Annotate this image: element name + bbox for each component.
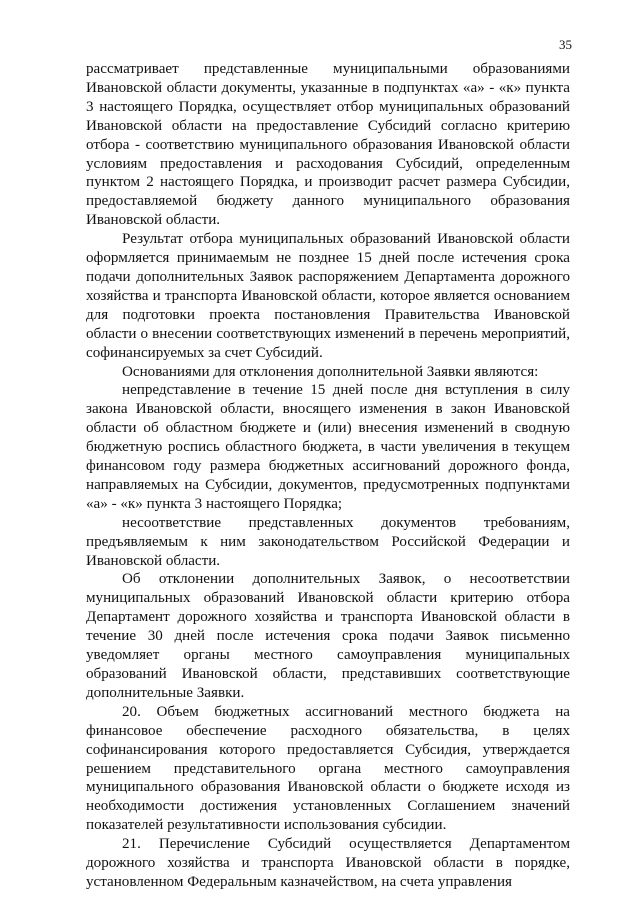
paragraph: непредставление в течение 15 дней после дня вступления в силу закона Ивановской области, вносящего изменения в закон Ивановской области об областном бюджете и (или) внесения изменений в сводную бюджетную роспись областного бюджета, в части увеличения в текущем финансовом году размера бюджетных ассигнований дорожного фонда, направляемых на Субсидии, документов, предусмотренных подпунктами «а» - «к» пункта 3 настоящего Порядка; [86,382,570,512]
paragraph: Результат отбора муниципальных образований Ивановской области оформляется принимаемым не позднее 15 дней после истечения срока подачи дополнительных Заявок распоряжением Департамента дорожного хозяйства и транспорта Ивановской области, которое является основанием для подготовки проекта постановления Правительства Ивановской области о внесении соответствующих изменений в перечень мероприятий, софинансируемых за счет Субсидий. [86,231,570,361]
paragraph: Основаниями для отклонения дополнительной Заявки являются: [122,363,539,380]
page-number: 35 [559,37,572,52]
document-body [86,60,570,892]
paragraph: несоответствие представленных документов требованиям, предъявляемым к ним законодательством Российской Федерации и Ивановской области. [86,514,570,569]
paragraph: Об отклонении дополнительных Заявок, о несоответствии муниципальных образований Ивановской области критерию отбора Департамент дорожного хозяйства и транспорта Ивановской области в течение 30 дней после истечения срока подачи Заявок письменно уведомляет органы местного самоуправления муниципальных образований Ивановской области, представивших соответствующие дополнительные Заявки. [86,571,570,701]
paragraph: 21. Перечисление Субсидий осуществляется Департаментом дорожного хозяйства и транспорта Ивановской области в порядке, установленном Федеральным казначейством, на счета управления [86,836,570,890]
paragraph: 20. Объем бюджетных ассигнований местного бюджета на финансовое обеспечение расходного обязательства, в целях софинансирования которого предоставляется Субсидия, утверждается решением представительного органа местного самоуправления муниципального образования Ивановской области о бюджете исходя из необходимости достижения установленных Соглашением значений показателей результативности использования субсидии. [86,703,570,834]
paragraph: рассматривает представленные муниципальными образованиями Ивановской области документы, указанные в подпунктах «а» - «к» пункта 3 настоящего Порядка, осуществляет отбор муниципальных образований Ивановской области на предоставление Субсидий согласно критерию отбора - соответствию муниципального образования Ивановской области условиям предоставления и расходования Субсидий, определенным пунктом 2 настоящего Порядка, и производит расчет размера Субсидии, предоставляемой бюджету данного муниципального образования Ивановской области. [86,61,570,229]
